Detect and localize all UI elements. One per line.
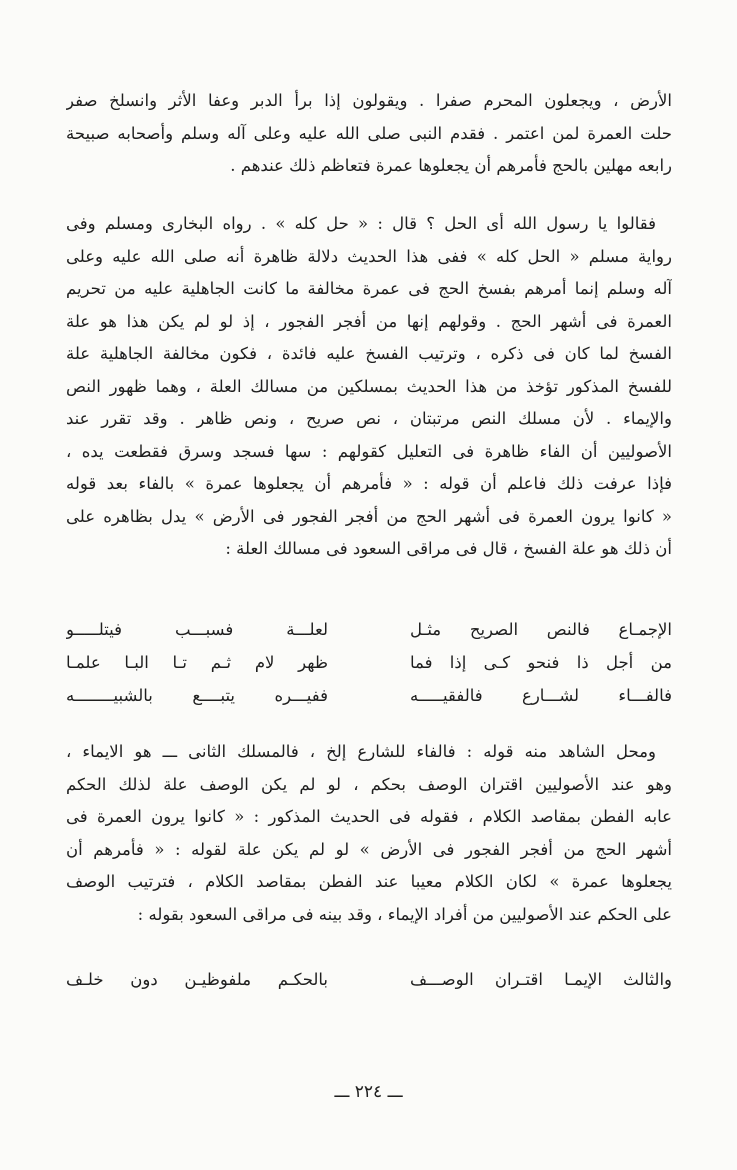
verse-second-hemistich: لعلـــة فسبـــب فيتلـــــو [66,620,328,639]
poem-verses-1 [66,613,672,712]
text-line: على الحكم عند الأصوليين من أفراد الإيماء ، وقد بينه فى مراقى السعود بقوله : [137,904,672,924]
paragraph-3 [66,736,672,931]
text-line: للفسخ المذكور تؤخذ من هذا الحديث بمسلكين من مسالك العلة ، وهما ظهور النص [66,376,672,396]
text-line: فقالوا يا رسول الله أى الحل ؟ قال : « حل كله » . رواه البخارى ومسلم وفى [66,214,656,233]
text-line: رواية مسلم « الحل كله » ففى هذا الحديث دلالة ظاهرة أنه صلى الله عليه وعلى [66,246,672,266]
text-line: ومحل الشاهد منه قوله : فالفاء للشارع إلخ ، فالمسلك الثانى ـــ هو الايماء ، [66,742,656,761]
verse-second-hemistich: ظهر لام ثـم تـا البـا علمـا [66,653,328,672]
verse-first-hemistich: الإجمـاع فالنص الصريح مثـل [410,620,672,639]
text-line: والإيماء . لأن مسلك النص مرتبتان ، نص صريح ، ونص ظاهر . وقد تقرر عند [66,409,672,428]
verse-line [66,963,672,996]
text-line: الأرض ، ويجعلون المحرم صفرا . ويقولون إذا برأ الدبر وعفا الأثر وانسلخ صفر [66,91,672,110]
text-line: يجعلوها عمرة » لكان الكلام معيبا عند الفطن بمقاصد الكلام ، فترتيب الوصف [66,872,672,891]
text-line: رابعه مهلين بالحج فأمرهم أن يجعلوها عمرة فتعاظم ذلك عندهم . [230,156,672,175]
paragraph-2 [66,208,672,566]
text-line: آله وسلم إنما أمرهم بفسخ الحج فى عمرة مخالفة ما كانت الجاهلية عليه من تحريم [66,279,672,298]
text-line: فإذا عرفت ذلك فاعلم أن قوله : « فأمرهم أن يجعلوها عمرة » بالفاء بعد قوله [66,474,672,493]
paragraph-1 [66,85,672,183]
text-line: العمرة فى أشهر الحج . وقولهم إنها من أفجر الفجور ، إذ لو لم يكن هذا هو علة [66,311,672,331]
text-line: « كانوا يرون العمرة فى أشهر الحج من أفجر الفجور فى الأرض » يدل بظاهره على [66,506,672,526]
text-line: عابه الفطن بمقاصد الكلام ، فقوله فى الحديث المذكور : « كانوا يرون العمرة فى [66,807,672,826]
text-line: وهو عند الأصوليين اقتران الوصف بحكم ، لو لم يكن الوصف علة لذلك الحكم [66,774,672,794]
page-number: ـــ ٢٢٤ ـــ [334,1082,403,1102]
verse-line [66,613,672,646]
verse-first-hemistich: فالفـــاء لشـــارع فالفقيـــــه [410,686,672,705]
poem-verses-2 [66,963,672,996]
verse-line [66,646,672,679]
text-line: الفسخ لما كان فى ذكره ، وترتيب الفسخ عليه فائدة ، فكون مخالفة الجاهلية علة [66,344,672,363]
text-line: أن ذلك هو علة الفسخ ، قال فى مراقى السعود فى مسالك العلة : [225,539,672,558]
text-line: الأصوليين أن الفاء ظاهرة فى التعليل كقولهم : سها فسجد وسرق فقطعت يده ، [66,441,672,461]
verse-second-hemistich: بالحكـم ملفوظيـن دون خلـف [66,970,328,989]
verse-first-hemistich: والثالث الإيمـا اقتـران الوصـــف [410,970,672,989]
verse-first-hemistich: من أجل ذا فنحو كـى إذا فما [410,653,672,672]
text-line: أشهر الحج من أفجر الفجور فى الأرض » لو لم يكن علة لقوله : « فأمرهم أن [66,839,672,859]
verse-line [66,679,672,712]
text-line: حلت العمرة لمن اعتمر . فقدم النبى صلى الله عليه وعلى آله وسلم وأصحابه صبيحة [66,123,672,143]
verse-second-hemistich: ففيـــره يتبــــع بالشبيــــــــه [66,686,328,705]
